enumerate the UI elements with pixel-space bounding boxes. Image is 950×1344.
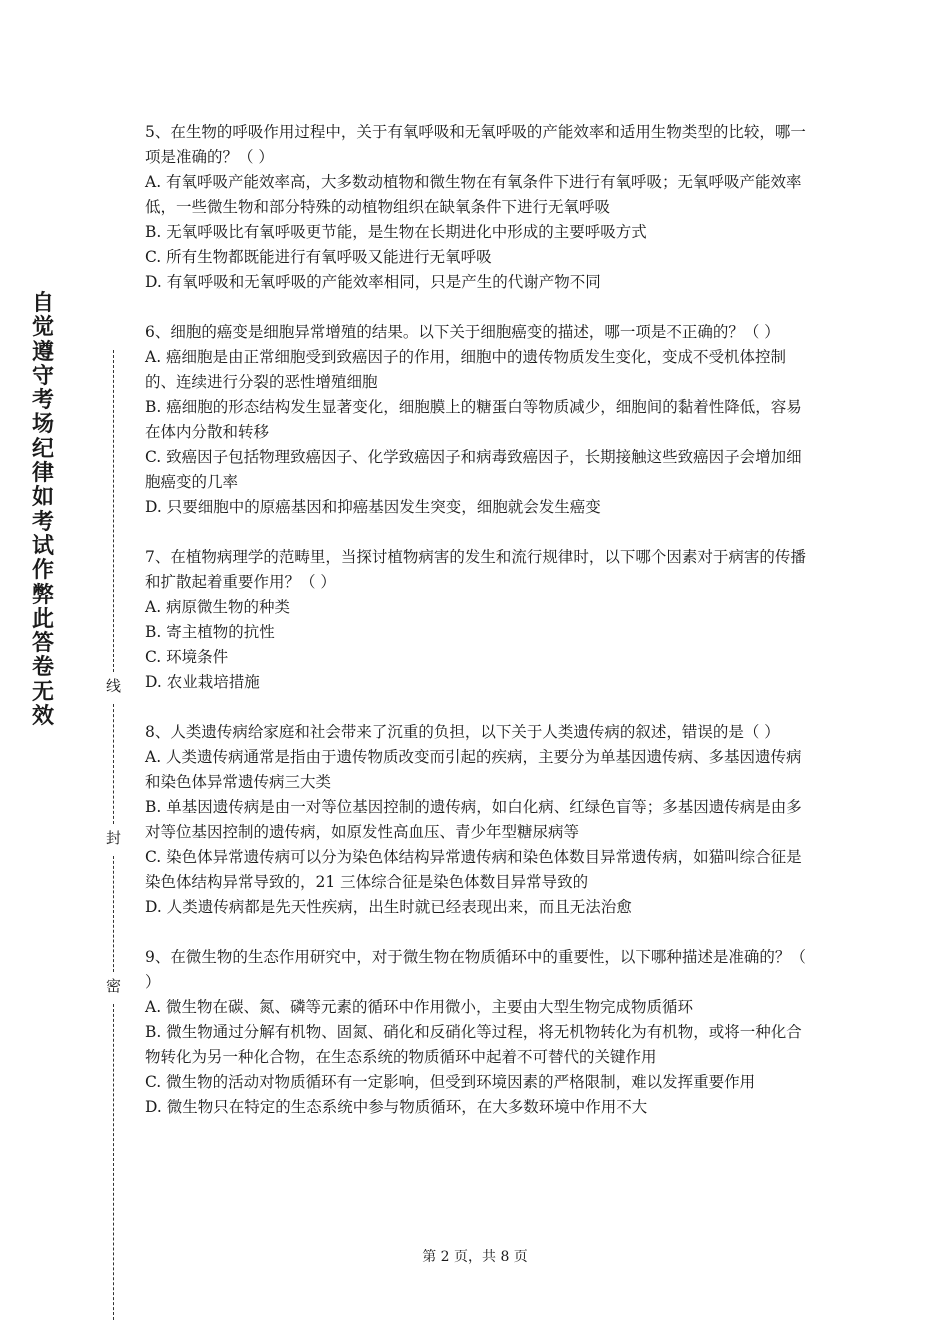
option-a: A. 人类遗传病通常是指由于遗传物质改变而引起的疾病，主要分为单基因遗传病、多基因遗传病和染色体异常遗传病三大类 — [145, 748, 802, 791]
question-7 — [145, 545, 815, 695]
binding-char-mi: 密 — [104, 978, 122, 993]
question-stem: 5、在生物的呼吸作用过程中，关于有氧呼吸和无氧呼吸的产能效率和适用生物类型的比较，哪一项是准确的？（ ） — [145, 123, 806, 166]
option-b: B. 无氧呼吸比有氧呼吸更节能，是生物在长期进化中形成的主要呼吸方式 — [145, 223, 647, 241]
option-c: C. 致癌因子包括物理致癌因子、化学致癌因子和病毒致癌因子，长期接触这些致癌因子会增加细胞癌变的几率 — [145, 448, 802, 491]
option-c: C. 染色体异常遗传病可以分为染色体结构异常遗传病和染色体数目异常遗传病，如猫叫综合征是染色体结构异常导致的，21 三体综合征是染色体数目异常导致的 — [145, 848, 802, 891]
binding-dash — [113, 856, 114, 972]
question-stem: 9、在微生物的生态作用研究中，对于微生物在物质循环中的重要性，以下哪种描述是准确的？（ ） — [145, 948, 806, 991]
option-c: C. 所有生物都既能进行有氧呼吸又能进行无氧呼吸 — [145, 248, 492, 266]
binding-line — [104, 350, 124, 1320]
binding-dash — [113, 350, 114, 672]
question-8 — [145, 720, 815, 920]
binding-char-xian: 线 — [104, 678, 122, 693]
question-stem: 7、在植物病理学的范畴里，当探讨植物病害的发生和流行规律时，以下哪个因素对于病害的传播和扩散起着重要作用？（ ） — [145, 548, 806, 591]
binding-dash — [113, 704, 114, 824]
option-a: A. 有氧呼吸产能效率高，大多数动植物和微生物在有氧条件下进行有氧呼吸；无氧呼吸产能效率低，一些微生物和部分特殊的动植物组织在缺氧条件下进行无氧呼吸 — [145, 173, 802, 216]
option-d: D. 有氧呼吸和无氧呼吸的产能效率相同，只是产生的代谢产物不同 — [145, 273, 601, 291]
option-d: D. 农业栽培措施 — [145, 673, 260, 691]
option-a: A. 癌细胞是由正常细胞受到致癌因子的作用，细胞中的遗传物质发生变化，变成不受机体控制的、连续进行分裂的恶性增殖细胞 — [145, 348, 787, 391]
option-b: B. 寄主植物的抗性 — [145, 623, 275, 641]
question-5 — [145, 120, 815, 295]
question-6 — [145, 320, 815, 520]
exam-discipline-notice: 自觉遵守考场纪律如考试作弊此答卷无效 — [31, 291, 54, 730]
option-d: D. 只要细胞中的原癌基因和抑癌基因发生突变，细胞就会发生癌变 — [145, 498, 601, 516]
option-b: B. 微生物通过分解有机物、固氮、硝化和反硝化等过程，将无机物转化为有机物，或将一种化合物转化为另一种化合物，在生态系统的物质循环中起着不可替代的关键作用 — [145, 1023, 802, 1066]
question-stem: 8、人类遗传病给家庭和社会带来了沉重的负担，以下关于人类遗传病的叙述，错误的是（ ） — [145, 723, 780, 741]
binding-char-feng: 封 — [104, 830, 122, 845]
question-stem: 6、细胞的癌变是细胞异常增殖的结果。以下关于细胞癌变的描述，哪一项是不正确的？（ ） — [145, 323, 780, 341]
option-c: C. 微生物的活动对物质循环有一定影响，但受到环境因素的严格限制，难以发挥重要作用 — [145, 1073, 756, 1091]
question-9 — [145, 945, 815, 1120]
option-a: A. 微生物在碳、氮、磷等元素的循环中作用微小，主要由大型生物完成物质循环 — [145, 998, 694, 1016]
option-d: D. 微生物只在特定的生态系统中参与物质循环，在大多数环境中作用不大 — [145, 1098, 648, 1116]
option-b: B. 癌细胞的形态结构发生显著变化，细胞膜上的糖蛋白等物质减少，细胞间的黏着性降低，容易在体内分散和转移 — [145, 398, 802, 441]
option-a: A. 病原微生物的种类 — [145, 598, 291, 616]
option-b: B. 单基因遗传病是由一对等位基因控制的遗传病，如白化病、红绿色盲等；多基因遗传病是由多对等位基因控制的遗传病，如原发性高血压、青少年型糖尿病等 — [145, 798, 802, 841]
option-d: D. 人类遗传病都是先天性疾病，出生时就已经表现出来，而且无法治愈 — [145, 898, 632, 916]
page-number: 第 2 页，共 8 页 — [422, 1249, 528, 1265]
binding-dash — [113, 1004, 114, 1320]
question-list — [145, 120, 815, 1145]
option-c: C. 环境条件 — [145, 648, 229, 666]
